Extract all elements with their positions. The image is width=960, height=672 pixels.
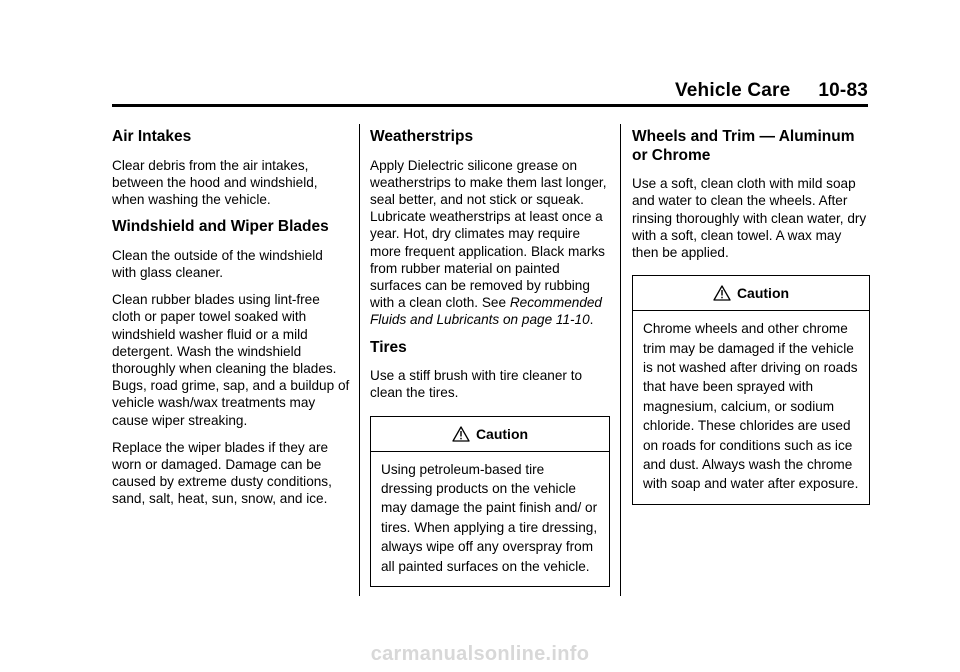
caution-text-tires: Using petroleum-based tire dressing products on the vehicle may damage the paint finish and/ or tires. When applying a tire dressing, always wipe off any overspray from all painted surfaces on the vehicle. xyxy=(381,461,598,574)
column-2 xyxy=(370,124,610,587)
heading-weatherstrips: Weatherstrips xyxy=(370,128,474,145)
page-number: 10-83 xyxy=(818,80,868,101)
section-title: Vehicle Care xyxy=(674,80,791,101)
paragraph-weatherstrips xyxy=(370,157,610,329)
paragraph-air-intakes: Clear debris from the air intakes, between the hood and windshield, when washing the vehicle. xyxy=(112,157,318,207)
heading-wheels-trim: Wheels and Trim — Aluminum or Chrome xyxy=(632,128,855,164)
weatherstrips-text: Apply Dielectric silicone grease on weatherstrips to make them last longer, seal better, and not stick or squeak. Lubricate weatherstrips at least once a year. Hot, dry climates may require more frequent application. Black marks from rubber material on painted surfaces can be removed by rubbing with a clean cloth. See xyxy=(370,157,607,311)
paragraph-tires: Use a stiff brush with tire cleaner to clean the tires. xyxy=(370,368,583,401)
caution-box-tires xyxy=(370,416,610,587)
caution-body xyxy=(633,311,869,504)
caution-box-wheels xyxy=(632,275,870,505)
caution-title: Caution xyxy=(736,285,790,302)
warning-triangle-icon xyxy=(452,426,470,442)
paragraph-wiper-1: Clean the outside of the windshield with glass cleaner. xyxy=(112,247,323,280)
warning-triangle-icon xyxy=(713,285,731,301)
column-divider xyxy=(359,124,360,596)
caution-header xyxy=(633,276,869,311)
caution-header xyxy=(371,417,609,452)
header-rule xyxy=(112,104,868,107)
paragraph-wheels: Use a soft, clean cloth with mild soap and water to clean the wheels. After rinsing thoroughly with clean water, dry with a soft, clean towel. A wax may then be applied. xyxy=(632,176,867,260)
caution-body xyxy=(371,452,609,586)
column-3 xyxy=(632,124,870,505)
paragraph-wiper-3: Replace the wiper blades if they are worn or damaged. Damage can be caused by extreme dusty conditions, sand, salt, heat, sun, snow, and ice. xyxy=(112,439,332,507)
weatherstrips-end: . xyxy=(589,312,594,328)
page-header xyxy=(675,80,868,102)
cross-reference-link[interactable]: Recommended Fluids and Lubricants on page 11-10 xyxy=(370,295,602,328)
column-1 xyxy=(112,124,350,518)
caution-title: Caution xyxy=(475,425,529,442)
heading-tires: Tires xyxy=(370,338,407,356)
heading-air-intakes: Air Intakes xyxy=(112,128,192,145)
caution-text-wheels: Chrome wheels and other chrome trim may be damaged if the vehicle is not washed after driving on roads that have been sprayed with magnesium, calcium, or sodium chloride. These chlorides are used on roads for conditions such as ice and dust. Always wash the chrome with soap and water after exposure. xyxy=(643,321,859,492)
heading-windshield-wiper: Windshield and Wiper Blades xyxy=(112,218,329,236)
column-divider xyxy=(620,124,621,596)
watermark: carmanualsonline.info xyxy=(370,643,590,665)
paragraph-wiper-2: Clean rubber blades using lint-free cloth or paper towel soaked with windshield washer fluid or a mild detergent. Wash the windshield thoroughly when cleaning the blades. Bugs, road grime, sap, and a buildup of vehicle wash/wax treatments may cause wiper streaking. xyxy=(112,292,350,428)
